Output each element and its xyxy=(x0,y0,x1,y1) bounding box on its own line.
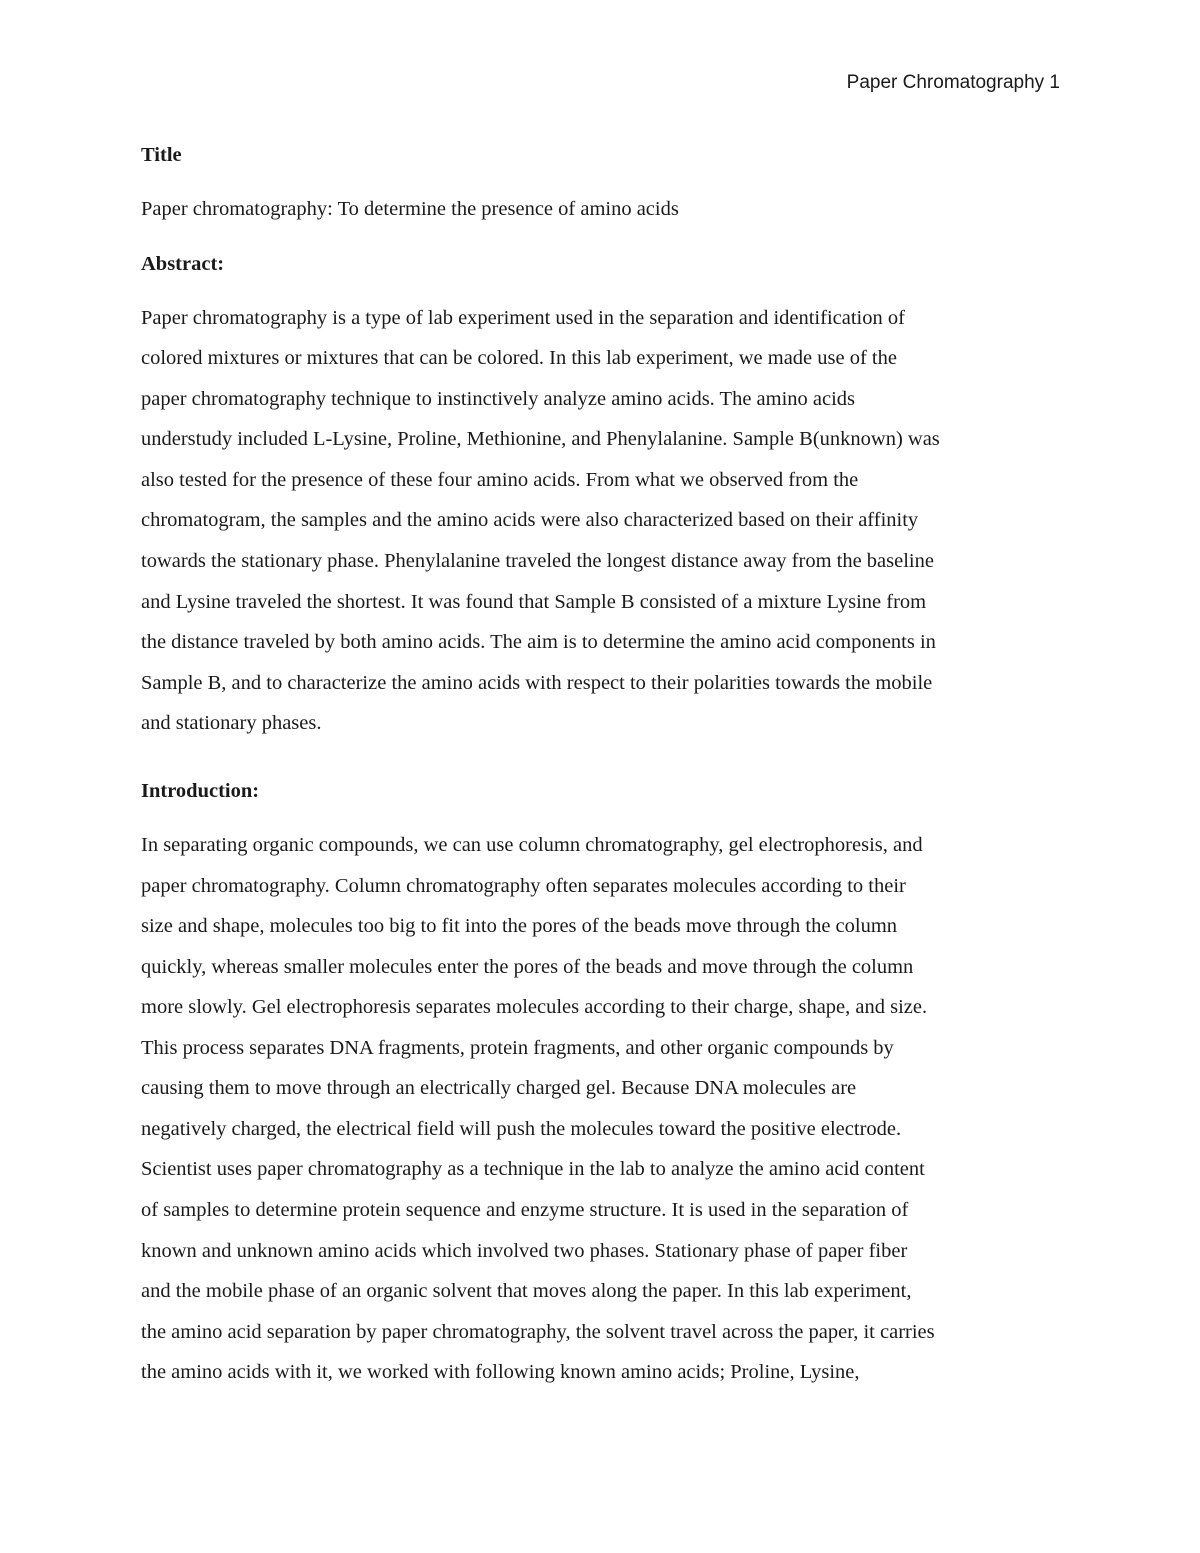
title-heading: Title xyxy=(141,144,182,166)
introduction-line: the amino acid separation by paper chromatography, the solvent travel across the paper, it carries xyxy=(141,1321,935,1343)
abstract-line: towards the stationary phase. Phenylalanine traveled the longest distance away from the baseline xyxy=(141,550,934,572)
introduction-line: negatively charged, the electrical field will push the molecules toward the positive electrode. xyxy=(141,1118,902,1140)
running-head: Paper Chromatography 1 xyxy=(846,72,1060,93)
introduction-line: the amino acids with it, we worked with following known amino acids; Proline, Lysine, xyxy=(141,1361,860,1383)
abstract-line: understudy included L-Lysine, Proline, Methionine, and Phenylalanine. Sample B(unknown) was xyxy=(141,428,940,450)
introduction-line: paper chromatography. Column chromatography often separates molecules according to their xyxy=(141,875,906,897)
introduction-line: In separating organic compounds, we can use column chromatography, gel electrophoresis, and xyxy=(141,834,923,856)
abstract-line: chromatogram, the samples and the amino acids were also characterized based on their affinity xyxy=(141,509,919,531)
abstract-line: also tested for the presence of these four amino acids. From what we observed from the xyxy=(141,469,859,491)
introduction-line: Scientist uses paper chromatography as a technique in the lab to analyze the amino acid content xyxy=(141,1158,925,1180)
introduction-line: more slowly. Gel electrophoresis separates molecules according to their charge, shape, and size. xyxy=(141,996,928,1018)
introduction-line: of samples to determine protein sequence and enzyme structure. It is used in the separation of xyxy=(141,1199,909,1221)
abstract-line: colored mixtures or mixtures that can be colored. In this lab experiment, we made use of the xyxy=(141,347,897,369)
introduction-line: quickly, whereas smaller molecules enter the pores of the beads and move through the column xyxy=(141,956,914,978)
introduction-heading: Introduction: xyxy=(141,780,260,802)
abstract-line: and stationary phases. xyxy=(141,712,322,734)
abstract-line: Sample B, and to characterize the amino acids with respect to their polarities towards the mobile xyxy=(141,672,933,694)
introduction-line: causing them to move through an electrically charged gel. Because DNA molecules are xyxy=(141,1077,857,1099)
abstract-line: paper chromatography technique to instinctively analyze amino acids. The amino acids xyxy=(141,388,856,410)
introduction-line: size and shape, molecules too big to fit into the pores of the beads move through the column xyxy=(141,915,898,937)
abstract-heading: Abstract: xyxy=(141,253,225,275)
abstract-line: the distance traveled by both amino acids. The aim is to determine the amino acid components in xyxy=(141,631,936,653)
introduction-line: This process separates DNA fragments, protein fragments, and other organic compounds by xyxy=(141,1037,894,1059)
introduction-line: known and unknown amino acids which involved two phases. Stationary phase of paper fiber xyxy=(141,1240,908,1262)
abstract-line: and Lysine traveled the shortest. It was found that Sample B consisted of a mixture Lysine from xyxy=(141,591,927,613)
abstract-line: Paper chromatography is a type of lab experiment used in the separation and identification of xyxy=(141,307,905,329)
title-text: Paper chromatography: To determine the presence of amino acids xyxy=(141,198,679,220)
introduction-line: and the mobile phase of an organic solvent that moves along the paper. In this lab experiment, xyxy=(141,1280,912,1302)
